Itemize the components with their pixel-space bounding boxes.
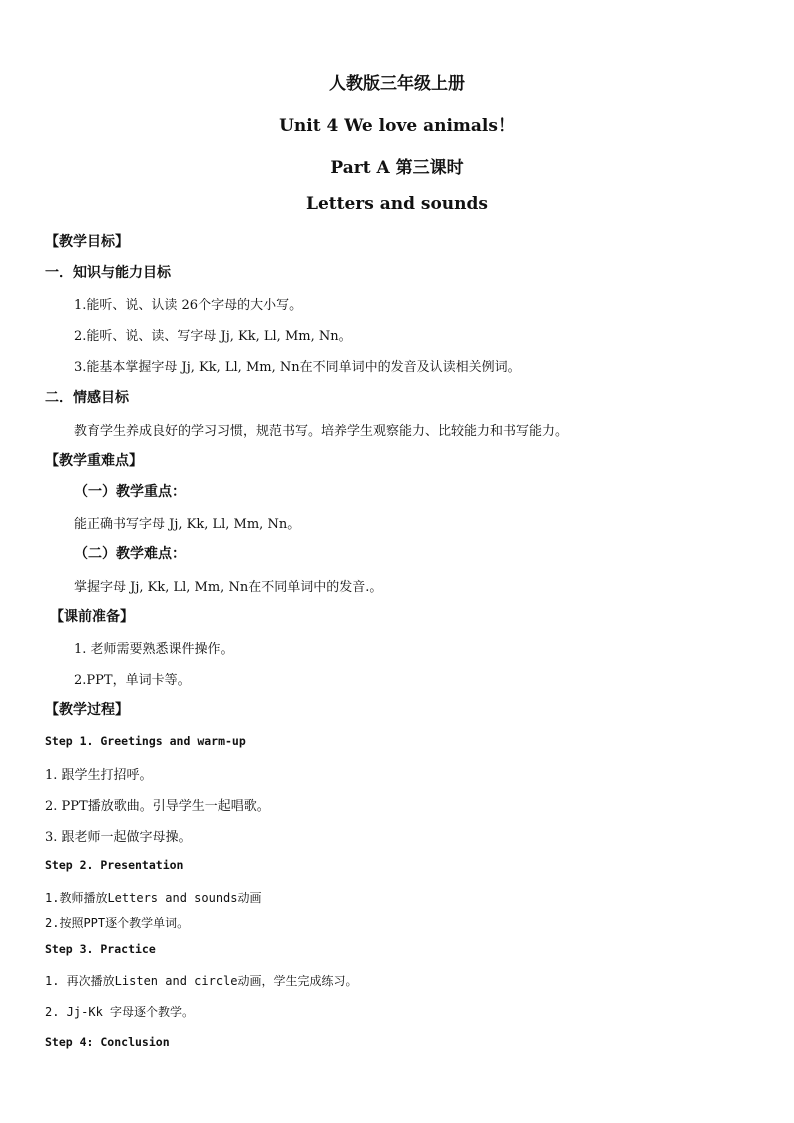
step2-item: 2.按照PPT逐个教学单词。 <box>45 916 190 930</box>
step2-title: Step 2. Presentation <box>45 858 184 872</box>
step3-item: 2. Jj-Kk 字母逐个教学。 <box>45 1005 195 1019</box>
knowledge-item: 1.能听、说、认读 26个字母的大小写。 <box>74 298 303 313</box>
step3-title: Step 3. Practice <box>45 942 156 956</box>
emotion-section-title: 二．情感目标 <box>45 390 129 406</box>
step1-title: Step 1. Greetings and warm-up <box>45 734 246 748</box>
preparation-item: 2.PPT，单词卡等。 <box>74 673 191 688</box>
process-heading: 【教学过程】 <box>45 702 129 718</box>
step1-item: 3. 跟老师一起做字母操。 <box>45 830 192 845</box>
objectives-heading: 【教学目标】 <box>45 234 129 250</box>
emotion-item: 教育学生养成良好的学习习惯，规范书写。培养学生观察能力、比较能力和书写能力。 <box>74 424 569 439</box>
focus-title: （一）教学重点： <box>74 484 186 500</box>
focus-text: 能正确书写字母 Jj, Kk, Ll, Mm, Nn。 <box>74 517 301 532</box>
step1-item: 1. 跟学生打招呼。 <box>45 768 153 783</box>
difficulty-title: （二）教学难点： <box>74 546 186 562</box>
step4-title: Step 4: Conclusion <box>45 1035 170 1049</box>
preparation-heading: 【课前准备】 <box>50 609 134 625</box>
step1-item: 2. PPT播放歌曲。引导学生一起唱歌。 <box>45 799 270 814</box>
preparation-item: 1. 老师需要熟悉课件操作。 <box>74 642 234 657</box>
difficulty-text: 掌握字母 Jj, Kk, Ll, Mm, Nn在不同单词中的发音.。 <box>74 580 383 595</box>
knowledge-item: 3.能基本掌握字母 Jj, Kk, Ll, Mm, Nn在不同单词中的发音及认读相关例词。 <box>74 360 521 375</box>
document-title: 人教版三年级上册 <box>329 74 465 94</box>
key-points-heading: 【教学重难点】 <box>45 453 143 469</box>
step2-item: 1.教师播放Letters and sounds动画 <box>45 891 262 905</box>
topic-title: Letters and sounds <box>305 194 488 214</box>
step3-item: 1. 再次播放Listen and circle动画，学生完成练习。 <box>45 974 358 988</box>
part-title: Part A 第三课时 <box>330 158 464 178</box>
knowledge-section-title: 一．知识与能力目标 <box>45 265 171 281</box>
knowledge-item: 2.能听、说、读、写字母 Jj, Kk, Ll, Mm, Nn。 <box>74 329 352 344</box>
unit-title: Unit 4 We love animals！ <box>279 116 515 136</box>
